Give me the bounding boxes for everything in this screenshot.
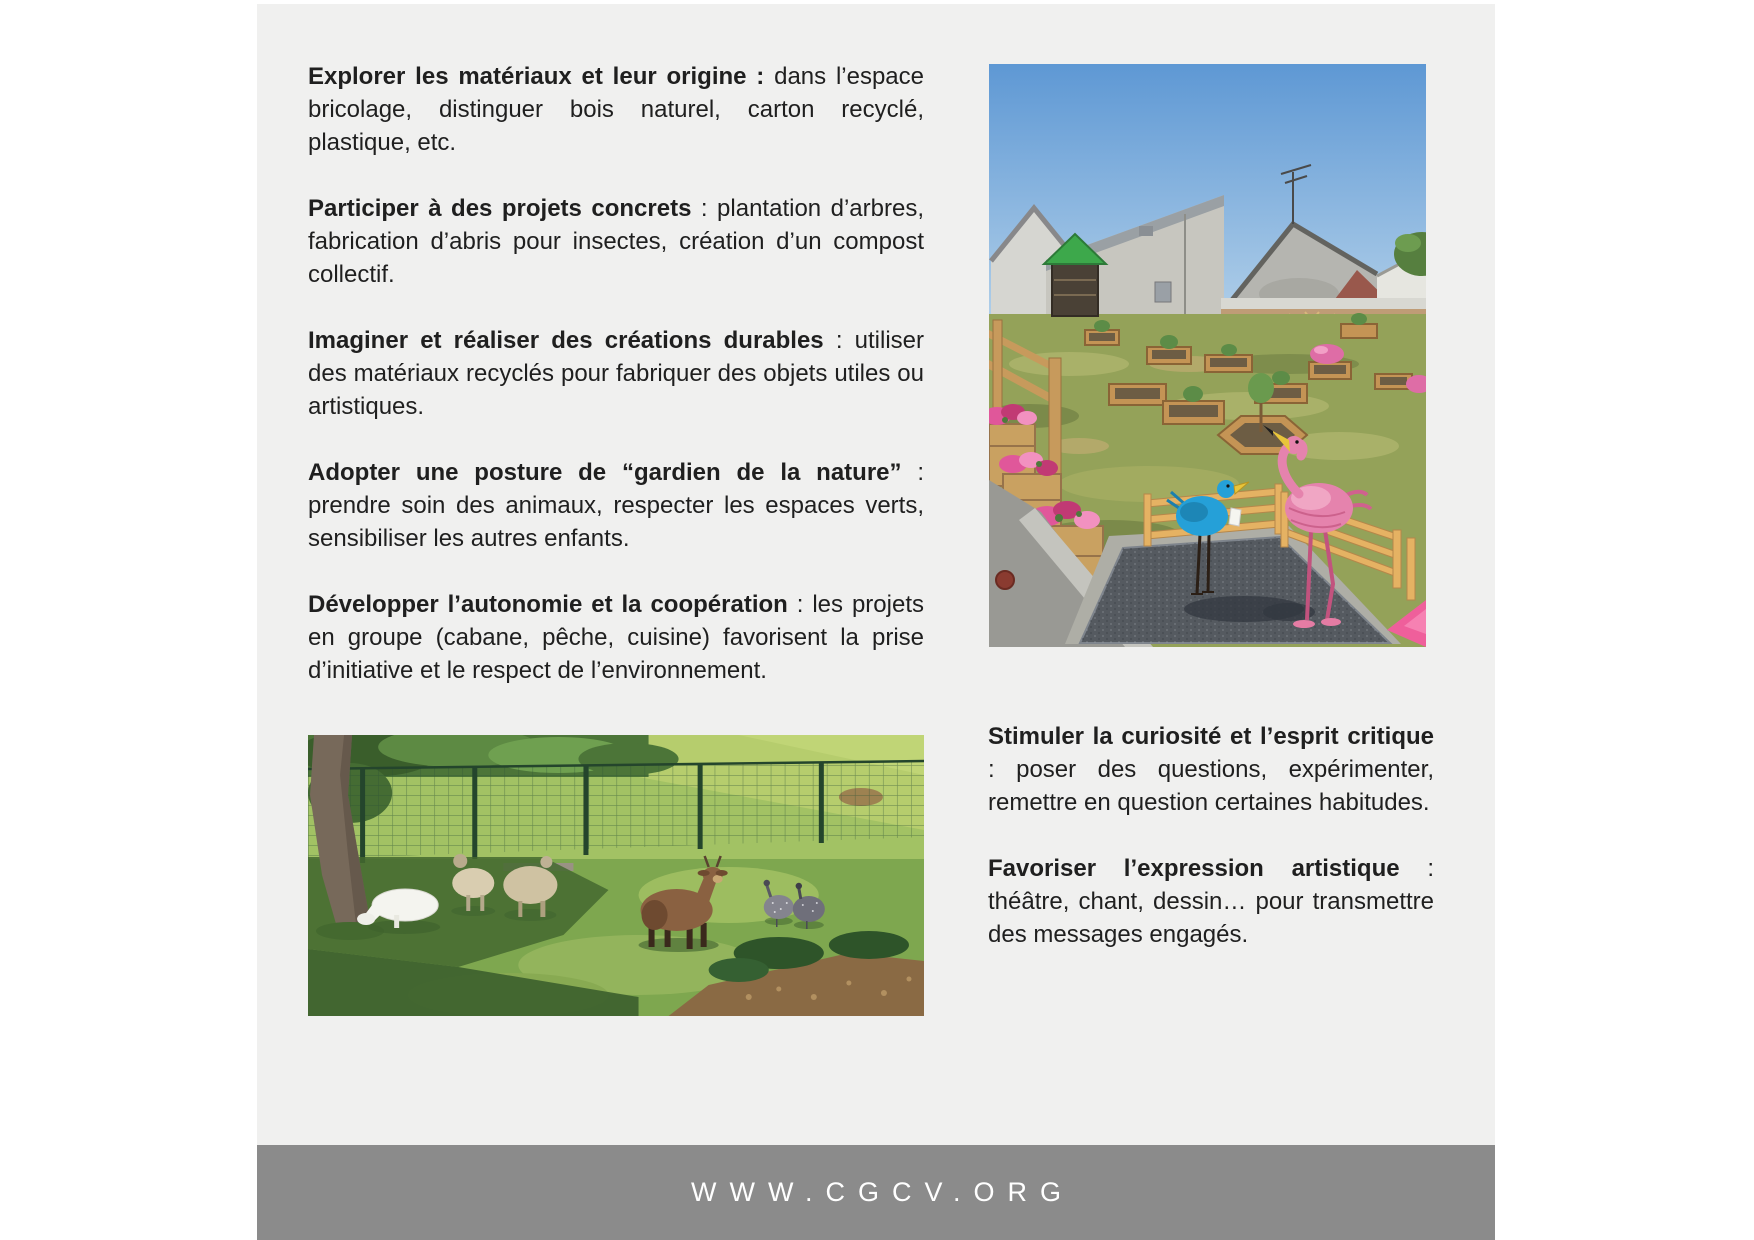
- paragraph-lead: Participer à des projets concrets: [308, 195, 692, 222]
- paragraph-participer: [308, 192, 924, 291]
- paragraph-lead: Adopter une posture de “gardien de la nature”: [308, 459, 902, 486]
- goats-photo-illustration: [308, 735, 924, 1016]
- paragraph-body: : utiliser des matériaux recyclés pour fabriquer des objets utiles ou artistiques.: [308, 327, 925, 420]
- footer-bar: [257, 1145, 1495, 1240]
- footer-url[interactable]: WWW.CGCV.ORG: [691, 1177, 1074, 1207]
- paragraph-body: : prendre soin des animaux, respecter les espaces verts, sensibiliser les autres enfants.: [308, 459, 924, 552]
- paragraph-body: : les projets en groupe (cabane, pêche, cuisine) favorisent la prise d’initiative et le respect de l’environnement.: [308, 591, 924, 684]
- paragraph-stimuler: [988, 720, 1434, 819]
- goats-photo: [308, 735, 924, 1016]
- paragraph-lead: Favoriser l’expression artistique: [988, 855, 1400, 882]
- paragraph-body: : plantation d’arbres, fabrication d’abris pour insectes, création d’un compost collectif.: [308, 195, 924, 288]
- paragraph-lead: Stimuler la curiosité et l’esprit critique: [988, 723, 1434, 750]
- paragraph-favoriser: [988, 852, 1434, 951]
- left-text-column: [308, 60, 924, 720]
- paragraph-body: : théâtre, chant, dessin… pour transmettre des messages engagés.: [988, 855, 1435, 948]
- paragraph-body: : poser des questions, expérimenter, remettre en question certaines habitudes.: [988, 756, 1434, 816]
- paragraph-imaginer: [308, 324, 924, 423]
- right-text-column: [988, 720, 1434, 984]
- garden-photo: [989, 64, 1426, 647]
- flyer-page: [257, 4, 1495, 1240]
- paragraph-lead: Explorer les matériaux et leur origine :: [308, 63, 765, 90]
- paragraph-adopter: [308, 456, 924, 555]
- paragraph-developper: [308, 588, 924, 687]
- paragraph-body: dans l’espace bricolage, distinguer bois naturel, carton recyclé, plastique, etc.: [308, 63, 924, 156]
- paragraph-lead: Développer l’autonomie et la coopération: [308, 591, 788, 618]
- paragraph-lead: Imaginer et réaliser des créations durables: [308, 327, 824, 354]
- paragraph-explorer: [308, 60, 924, 159]
- garden-photo-illustration: [989, 64, 1426, 647]
